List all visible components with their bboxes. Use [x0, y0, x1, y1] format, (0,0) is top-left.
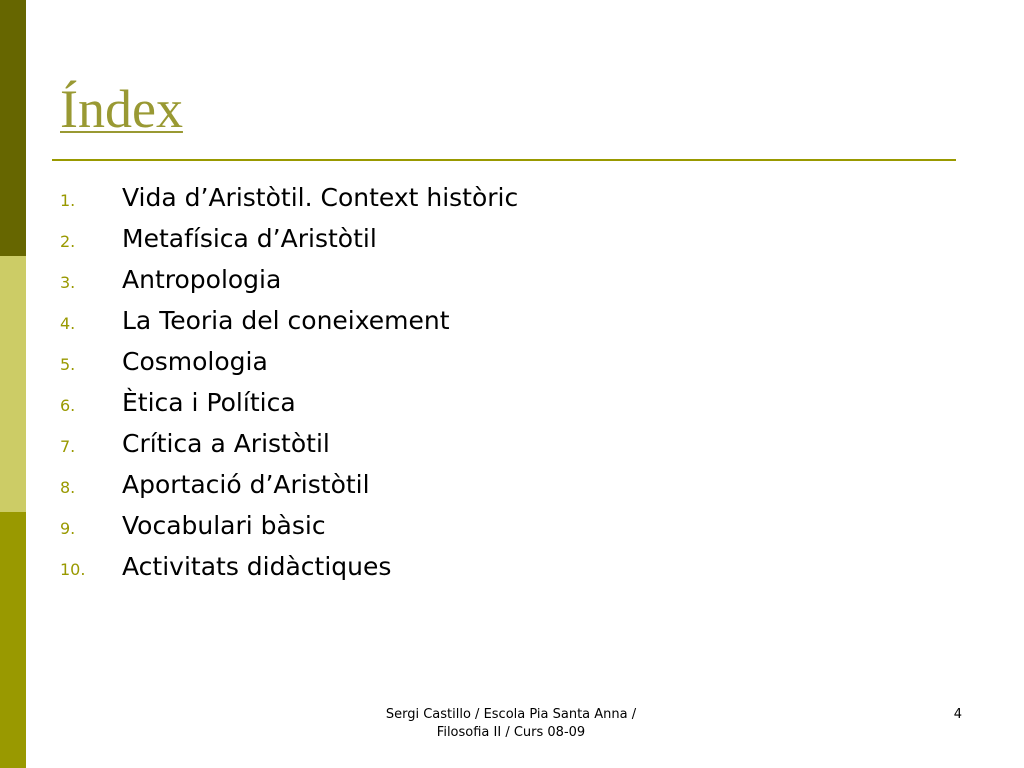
list-item-label: La Teoria del coneixement [122, 306, 450, 335]
list-item [60, 511, 518, 552]
sidebar-band-middle [0, 256, 26, 512]
list-item-number: 2. [60, 232, 76, 251]
sidebar-decoration [0, 0, 26, 768]
footer-line-2: Filosofia II / Curs 08-09 [436, 725, 586, 740]
list-item-number: 8. [60, 478, 76, 497]
list-item [60, 429, 518, 470]
list-item-label: Antropologia [122, 265, 282, 294]
list-item [60, 306, 518, 347]
list-item-label: Metafísica d’Aristòtil [122, 224, 377, 253]
list-item [60, 552, 518, 593]
list-item-number: 1. [60, 191, 76, 210]
sidebar-band-bottom [0, 512, 26, 768]
list-item-number: 10. [60, 560, 86, 579]
list-item-label: Cosmologia [122, 347, 268, 376]
title-divider [52, 159, 956, 161]
list-item-number: 7. [60, 437, 76, 456]
list-item-label: Vocabulari bàsic [122, 511, 326, 540]
footer-line-1: Sergi Castillo / Escola Pia Santa Anna / [385, 707, 637, 722]
list-item [60, 388, 518, 429]
list-item-number: 6. [60, 396, 76, 415]
slide-title[interactable]: Índex [60, 79, 183, 139]
list-item [60, 347, 518, 388]
sidebar-band-top [0, 0, 26, 256]
slide-footer [330, 706, 692, 742]
list-item-label: Crítica a Aristòtil [122, 429, 330, 458]
list-item [60, 183, 518, 224]
list-item-number: 4. [60, 314, 76, 333]
list-item-number: 3. [60, 273, 76, 292]
page-number: 4 [953, 707, 962, 722]
list-item [60, 265, 518, 306]
list-item [60, 224, 518, 265]
list-item-label: Aportació d’Aristòtil [122, 470, 370, 499]
index-list [60, 183, 518, 593]
list-item-label: Ètica i Política [122, 388, 296, 417]
list-item-number: 5. [60, 355, 76, 374]
list-item-number: 9. [60, 519, 76, 538]
list-item-label: Activitats didàctiques [122, 552, 392, 581]
list-item [60, 470, 518, 511]
list-item-label: Vida d’Aristòtil. Context històric [122, 183, 519, 212]
